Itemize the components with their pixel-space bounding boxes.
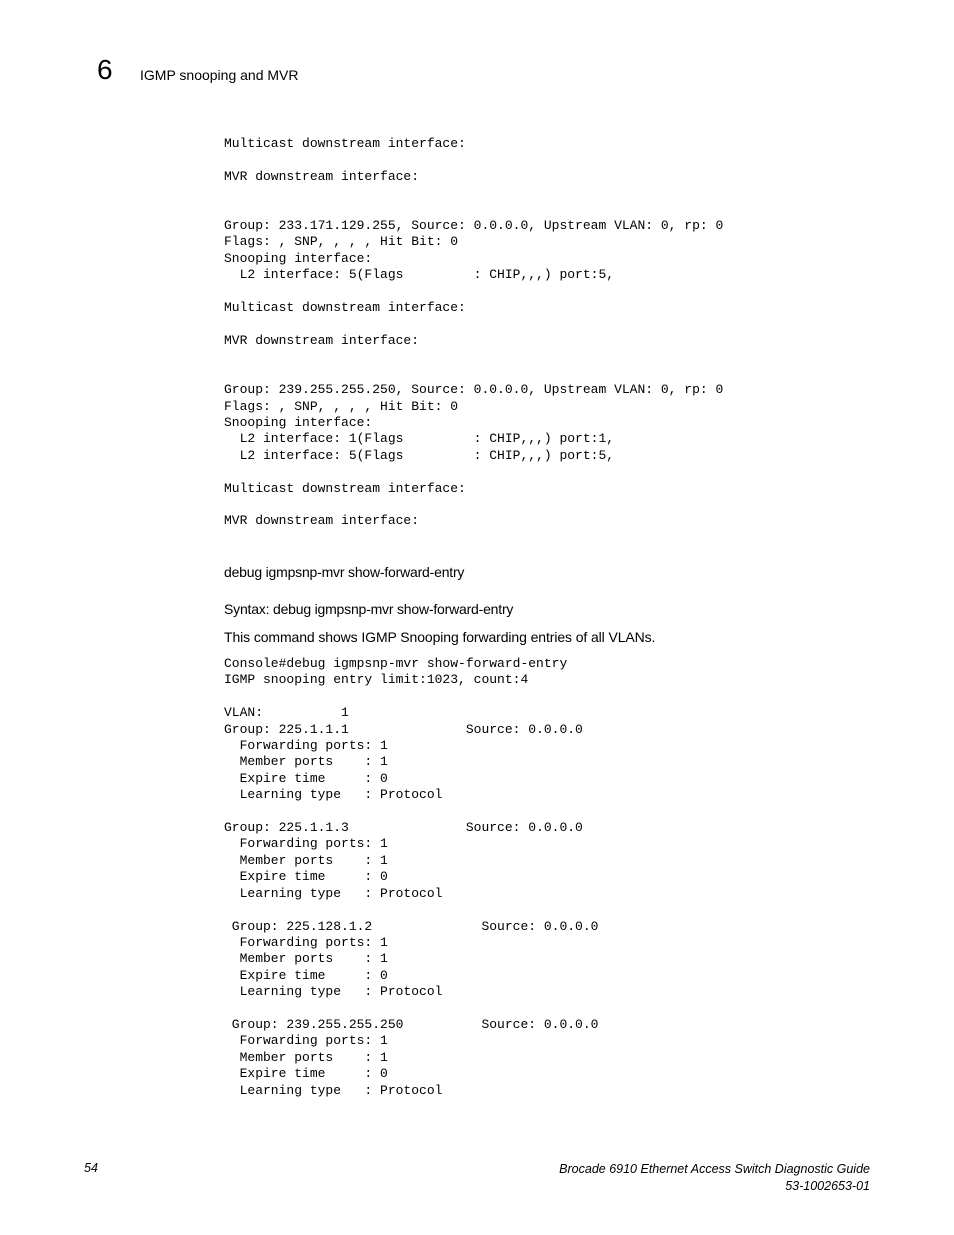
description-text: This command shows IGMP Snooping forwarding entries of all VLANs. xyxy=(224,629,656,645)
page-number: 54 xyxy=(84,1161,98,1175)
code-block-output-2: Console#debug igmpsnp-mvr show-forward-entry IGMP snooping entry limit:1023, count:4 VLAN: 1 Group: 225.1.1.1 Source: 0.0.0.0 Forwarding ports: 1 Member ports : 1 Expire time : 0 Learning type : Protocol Group: 225.1.1.3 Source: 0.0.0.0 Forwarding ports: 1 Member ports : 1 Expire time : 0 Learning type : Protocol Group: 225.128.1.2 Source: 0.0.0.0 Forwarding ports: 1 Member ports : 1 Expire time : 0 Learning type : Protocol Group: 239.255.255.250 Source: 0.0.0.0 Forwarding ports: 1 Member ports : 1 Expire time : 0 Learning type : Protocol xyxy=(224,656,599,1098)
code-block-output-1: Multicast downstream interface: MVR downstream interface: Group: 233.171.129.255, Source: 0.0.0.0, Upstream VLAN: 0, rp: 0 Flags: , SNP, , , , Hit Bit: 0 Snooping interface: L2 interface: 5(Flags : CHIP,,,) port:5, Multicast downstream interface: MVR downstream interface: Group: 239.255.255.250, Source: 0.0.0.0, Upstream VLAN: 0, rp: 0 Flags: , SNP, , , , Hit Bit: 0 Snooping interface: L2 interface: 1(Flags : CHIP,,,) port:1, L2 interface: 5(Flags : CHIP,,,) port:5, Multicast downstream interface: MVR downstream interface: xyxy=(224,136,724,529)
section-heading: debug igmpsnp-mvr show-forward-entry xyxy=(224,564,465,580)
chapter-title: IGMP snooping and MVR xyxy=(140,67,299,83)
doc-title: Brocade 6910 Ethernet Access Switch Diagnostic Guide xyxy=(559,1162,870,1176)
footer-doc-info xyxy=(559,1161,870,1195)
chapter-number: 6 xyxy=(97,54,113,85)
doc-number: 53-1002653-01 xyxy=(785,1179,870,1193)
syntax-line: Syntax: debug igmpsnp-mvr show-forward-entry xyxy=(224,601,514,617)
